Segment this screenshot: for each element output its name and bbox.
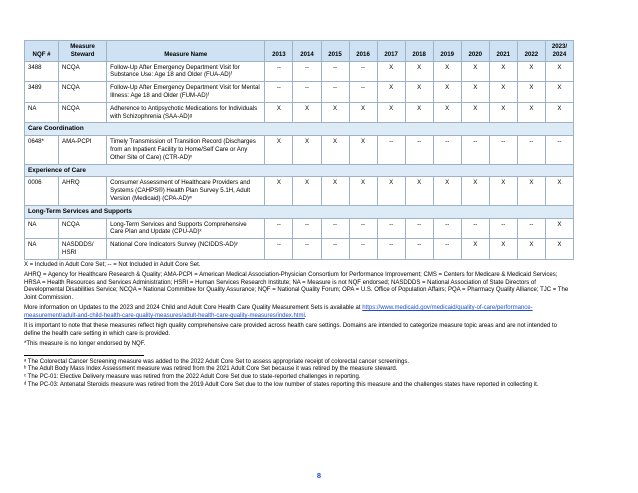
year-cell: -- (293, 239, 321, 260)
measure-name-cell: Adherence to Antipsychotic Medications for Individuals with Schizophrenia (SAA-AD)ᵍ (107, 102, 265, 123)
year-cell: X (433, 102, 461, 123)
year-cell: X (293, 136, 321, 164)
year-cell: -- (349, 82, 377, 103)
year-cell: X (461, 61, 489, 82)
year-cell: -- (405, 218, 433, 239)
year-cell: -- (461, 136, 489, 164)
year-cell: -- (433, 218, 461, 239)
year-cell: X (405, 102, 433, 123)
column-header: 2022 (517, 41, 545, 62)
year-cell: X (321, 177, 349, 205)
year-cell: X (517, 82, 545, 103)
nqf-cell: NA (25, 218, 59, 239)
year-cell: X (433, 177, 461, 205)
column-header: 2016 (349, 41, 377, 62)
year-cell: X (545, 177, 573, 205)
year-cell: X (265, 177, 293, 205)
year-cell: X (405, 82, 433, 103)
measure-name-cell: National Core Indicators Survey (NCIDDS-AD)ʸ (107, 239, 265, 260)
footnote: ᶜ The PC-01: Elective Delivery measure was retired from the 2022 Adult Core Set due to state-reported challenges in reporting. (24, 373, 361, 380)
measure-name-cell: Follow-Up After Emergency Department Visit for Substance Use: Age 18 and Older (FUA-AD)ᶠ (107, 61, 265, 82)
table-row (25, 82, 574, 103)
year-cell: -- (349, 218, 377, 239)
year-cell: -- (377, 239, 405, 260)
year-cell: X (461, 177, 489, 205)
table-row (25, 239, 574, 260)
nqf-cell: 0006 (25, 177, 59, 205)
year-cell: -- (433, 136, 461, 164)
year-cell: X (489, 61, 517, 82)
footnote: ᵇ The Adult Body Mass Index Assessment measure was retired from the 2021 Adult Core Set because it was retired by the measure steward. (24, 366, 398, 373)
column-header: Measure Name (107, 41, 265, 62)
year-cell: X (293, 102, 321, 123)
table-notes (24, 262, 574, 349)
year-cell: -- (349, 239, 377, 260)
column-header: 2014 (293, 41, 321, 62)
nqf-cell: 3489 (25, 82, 59, 103)
more-info-suffix: . (304, 313, 307, 320)
year-cell: X (377, 177, 405, 205)
measure-name-cell: Long-Term Services and Supports Comprehensive Care Plan and Update (CPU-AD)ˣ (107, 218, 265, 239)
table-row (25, 218, 574, 239)
year-cell: -- (433, 239, 461, 260)
nqf-cell: NA (25, 239, 59, 260)
year-cell: X (517, 177, 545, 205)
year-cell: X (545, 82, 573, 103)
measure-name-cell: Follow-Up After Emergency Department Visit for Mental Illness: Age 18 and Older (FUM-AD)ᶠ (107, 82, 265, 103)
column-header: NQF # (25, 41, 59, 62)
column-header: 2018 (405, 41, 433, 62)
year-cell: X (377, 82, 405, 103)
year-cell: -- (321, 61, 349, 82)
column-header: 2013 (265, 41, 293, 62)
year-cell: -- (265, 239, 293, 260)
year-cell: -- (405, 136, 433, 164)
measure-name-cell: Consumer Assessment of Healthcare Providers and Systems (CAHPS®) Health Plan Survey 5.1H, Adult Version (Medicaid) (CPA-AD)ʷ (107, 177, 265, 205)
year-cell: X (545, 61, 573, 82)
year-cell: X (349, 136, 377, 164)
section-label: Experience of Care (25, 164, 574, 177)
year-cell: X (489, 102, 517, 123)
column-header: 2015 (321, 41, 349, 62)
nqf-cell: NA (25, 102, 59, 123)
abbreviations-note: AHRQ = Agency for Healthcare Research & Quality; AMA-PCPI = American Medical Association-Physician Consortium for Performance Improvement; CMS = Centers for Medicare & Medicaid Services; HRSA = Health Resources and Services Administration; HSRI = Human Services Research Institute; NA = Measure is not NQF endorsed; NASDDDS = National Association of State Directors of Developmental Disabilities Service; NCQA = National Committee for Quality Assurance; NQF = National Quality Forum; OPA = U.S. Office of Population Affairs; PQA = Pharmacy Quality Alliance; TJC = The Joint Commission. (24, 271, 569, 302)
section-label: Care Coordination (25, 123, 574, 136)
section-header-row (25, 164, 574, 177)
year-cell: X (545, 218, 573, 239)
year-cell: -- (405, 239, 433, 260)
asterisk-note: *This measure is no longer endorsed by NQF. (24, 340, 146, 347)
year-cell: -- (293, 82, 321, 103)
steward-cell: NCQA (59, 102, 107, 123)
year-cell: -- (293, 218, 321, 239)
year-cell: -- (293, 61, 321, 82)
year-cell: -- (349, 61, 377, 82)
year-cell: -- (377, 218, 405, 239)
year-cell: X (349, 102, 377, 123)
year-cell: X (489, 82, 517, 103)
year-cell: X (517, 239, 545, 260)
footnote-divider (24, 355, 144, 356)
footnotes (24, 359, 574, 389)
steward-cell: NCQA (59, 61, 107, 82)
year-cell: X (377, 61, 405, 82)
year-cell: -- (461, 218, 489, 239)
year-cell: X (489, 239, 517, 260)
column-header: 2020 (461, 41, 489, 62)
footnote: ᵃ The Colorectal Cancer Screening measure was added to the 2022 Adult Core Set to assess appropriate receipt of colorectal cancer screenings. (24, 358, 410, 365)
year-cell: -- (489, 218, 517, 239)
year-cell: -- (321, 239, 349, 260)
year-cell: X (545, 239, 573, 260)
table-row (25, 177, 574, 205)
nqf-cell: 0648* (25, 136, 59, 164)
page-number: 8 (316, 471, 322, 480)
important-note: It is important to note that these measures reflect high quality comprehensive care provided across health care settings. Domains are intended to categorize measure topic areas and are not intended to define the health care setting in which care is provided. (24, 323, 557, 337)
year-cell: X (265, 136, 293, 164)
section-header-row (25, 205, 574, 218)
column-header: 2019 (433, 41, 461, 62)
year-cell: X (517, 102, 545, 123)
year-cell: X (517, 61, 545, 82)
year-cell: X (349, 177, 377, 205)
year-cell: X (321, 136, 349, 164)
section-label: Long-Term Services and Supports (25, 205, 574, 218)
year-cell: X (293, 177, 321, 205)
year-cell: X (265, 102, 293, 123)
year-cell: -- (377, 136, 405, 164)
year-cell: X (377, 102, 405, 123)
column-header: 2017 (377, 41, 405, 62)
table-row (25, 102, 574, 123)
steward-cell: AMA-PCPI (59, 136, 107, 164)
section-header-row (25, 123, 574, 136)
steward-cell: NASDDDS/ HSRI (59, 239, 107, 260)
year-cell: -- (265, 82, 293, 103)
table-header-row (25, 41, 574, 62)
year-cell: X (405, 177, 433, 205)
year-cell: X (321, 102, 349, 123)
year-cell: -- (265, 218, 293, 239)
year-cell: -- (265, 61, 293, 82)
year-cell: -- (489, 136, 517, 164)
steward-cell: NCQA (59, 218, 107, 239)
measure-name-cell: Timely Transmission of Transition Record (Discharges from an Inpatient Facility to Home/Self Care or Any Other Site of Care) (CTR-AD)ᵛ (107, 136, 265, 164)
column-header: 2023/ 2024 (545, 41, 573, 62)
nqf-cell: 3488 (25, 61, 59, 82)
more-info-prefix: More information on Updates to the 2023 and 2024 Child and Adult Core Health Care Quality Measurement Sets is available at (24, 305, 363, 312)
year-cell: -- (545, 136, 573, 164)
table-row (25, 61, 574, 82)
year-cell: X (461, 239, 489, 260)
year-cell: -- (517, 218, 545, 239)
year-cell: X (433, 82, 461, 103)
more-info-note (24, 305, 574, 321)
table-row (25, 136, 574, 164)
steward-cell: NCQA (59, 82, 107, 103)
medicaid-link[interactable]: https://www.medicaid.gov/medicaid/quality-of-care/performance-measurement/adult-and-child-health-care-quality-measures/adult-health-care-quality-measures/index.html (24, 305, 533, 320)
year-cell: -- (321, 218, 349, 239)
year-cell: -- (517, 136, 545, 164)
column-header: 2021 (489, 41, 517, 62)
year-cell: X (405, 61, 433, 82)
year-cell: X (545, 102, 573, 123)
column-header: Measure Steward (59, 41, 107, 62)
year-cell: X (461, 102, 489, 123)
year-cell: -- (321, 82, 349, 103)
page-content (24, 40, 574, 389)
steward-cell: AHRQ (59, 177, 107, 205)
measure-table (24, 40, 574, 260)
year-cell: X (433, 61, 461, 82)
year-cell: X (489, 177, 517, 205)
year-cell: X (461, 82, 489, 103)
footnote: ᵈ The PC-03: Antenatal Steroids measure was retired from the 2019 Adult Core Set due to the low number of states reporting this measure and the challenges states have reported in collecting it. (24, 381, 539, 388)
legend-note: X = Included in Adult Core Set; -- = Not Included in Adult Core Set. (24, 261, 201, 268)
